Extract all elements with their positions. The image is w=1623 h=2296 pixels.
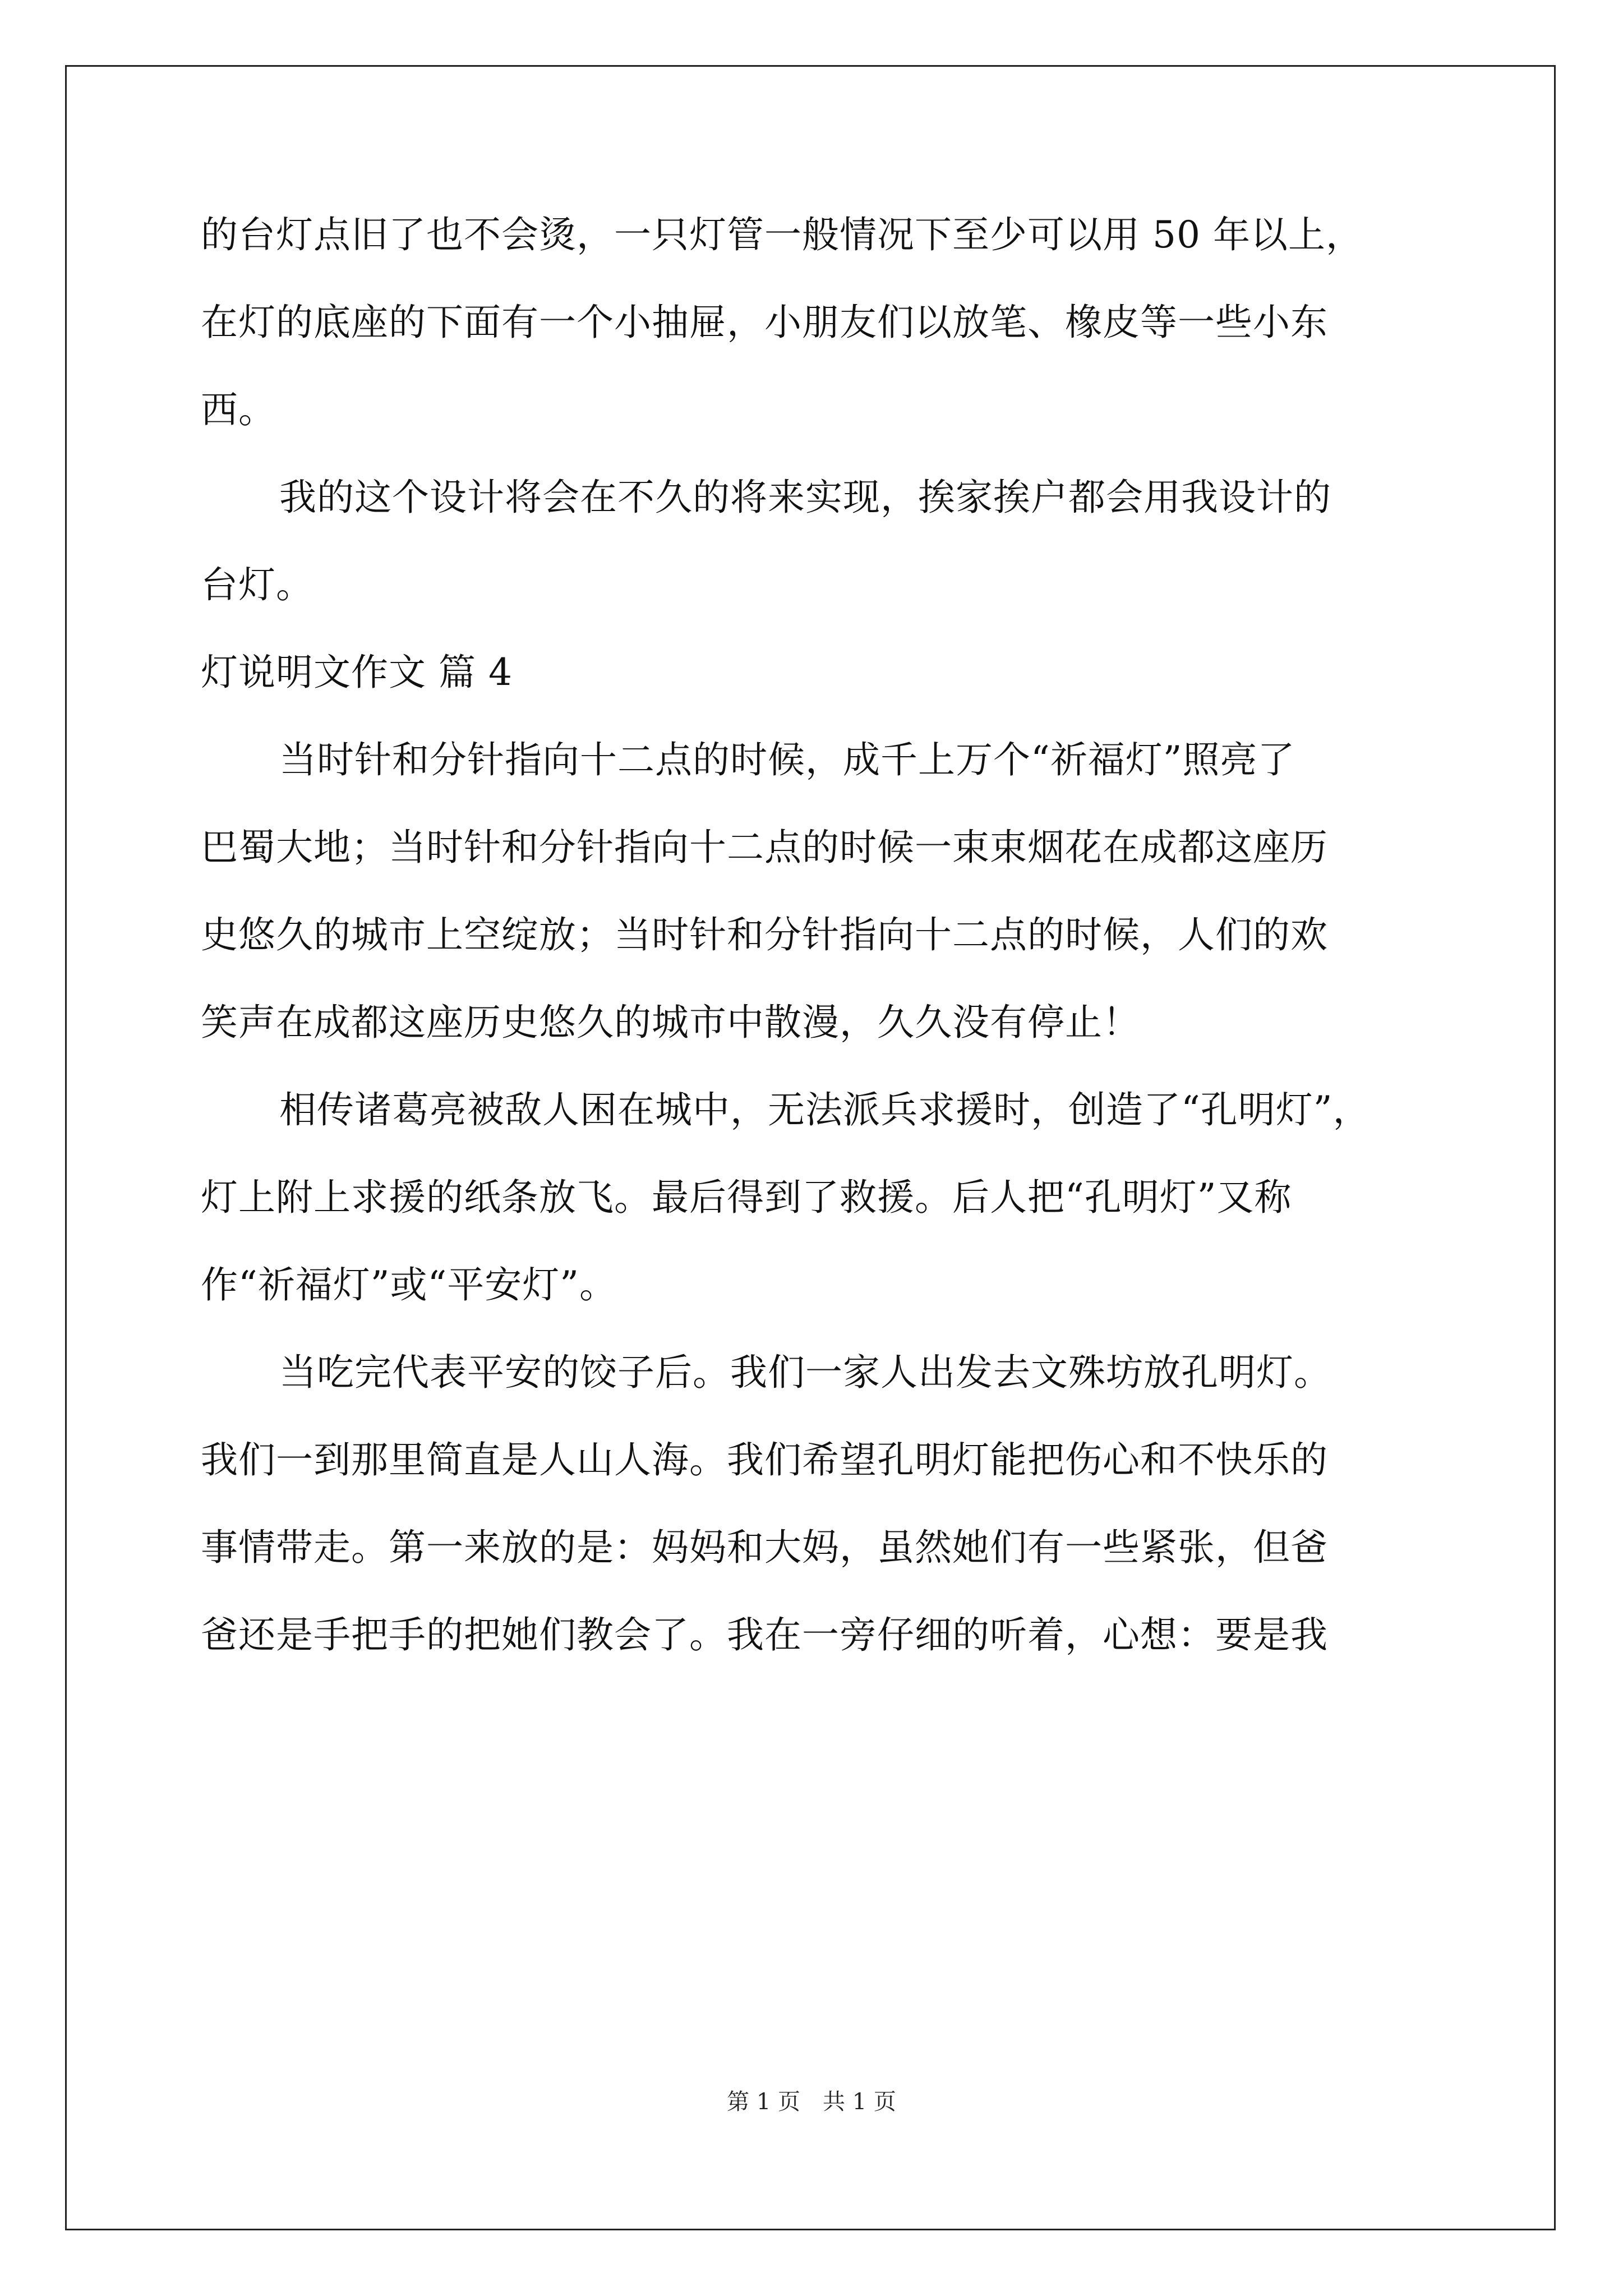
text-line: 我的这个设计将会在不久的将来实现，挨家挨户都会用我设计的 [279,476,1331,519]
text-line: 当吃完代表平安的饺子后。我们一家人出发去文殊坊放孔明灯。 [279,1351,1331,1394]
text-line: 的台灯点旧了也不会烫，一只灯管一般情况下至少可以用 50 年以上， [201,213,1363,256]
text-line: 事情带走。第一来放的是：妈妈和大妈，虽然她们有一些紧张，但爸 [201,1526,1328,1569]
text-line: 笑声在成都这座历史悠久的城市中散漫，久久没有停止！ [201,1001,1140,1044]
page-number-footer: 第 1 页 共 1 页 [727,2089,896,2115]
text-line: 台灯。 [201,563,313,606]
document-body [201,213,1435,1701]
text-line: 在灯的底座的下面有一个小抽屉，小朋友们以放笔、橡皮等一些小东 [201,301,1328,344]
text-line: 相传诸葛亮被敌人困在城中，无法派兵求援时，创造了“孔明灯”， [279,1088,1371,1131]
text-line: 爸还是手把手的把她们教会了。我在一旁仔细的听着，心想：要是我 [201,1613,1328,1657]
text-line: 西。 [201,388,276,431]
text-line: 作“祈福灯”或“平安灯”。 [201,1263,617,1306]
text-line: 灯上附上求援的纸条放飞。最后得到了救援。后人把“孔明灯”又称 [201,1176,1292,1219]
section-heading: 灯说明文作文 篇 4 [201,651,513,694]
text-line: 巴蜀大地；当时针和分针指向十二点的时候一束束烟花在成都这座历 [201,826,1328,869]
text-line: 史悠久的城市上空绽放；当时针和分针指向十二点的时候，人们的欢 [201,913,1328,956]
text-line: 当时针和分针指向十二点的时候，成千上万个“祈福灯”照亮了 [279,738,1295,781]
text-line: 我们一到那里简直是人山人海。我们希望孔明灯能把伤心和不快乐的 [201,1438,1328,1481]
